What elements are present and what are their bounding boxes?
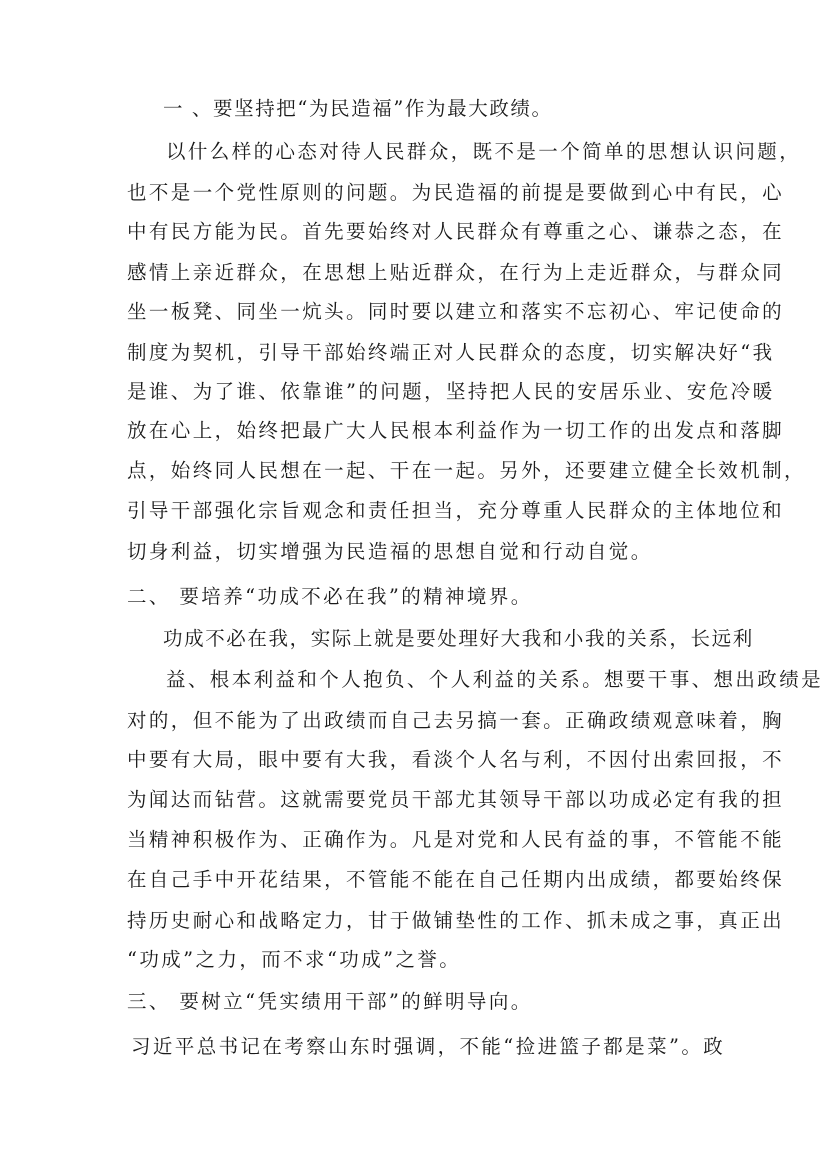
- paragraph-line: 对的，但不能为了出政绩而自己去另搞一套。正确政绩观意味着，胸: [127, 709, 785, 732]
- paragraph-line: 当精神积极作为、正确作为。凡是对党和人民有益的事，不管能不能: [127, 828, 785, 851]
- heading-1: 一 、要坚持把“为民造福”作为最大政绩。: [163, 97, 553, 120]
- paragraph-line: 持历史耐心和战略定力，甘于做铺垫性的工作、抓未成之事，真正出: [127, 909, 785, 932]
- paragraph-line: 中要有大局，眼中要有大我，看淡个人名与利，不因付出索回报，不: [127, 748, 785, 771]
- paragraph-line: 以什么样的心态对待人民群众，既不是一个简单的思想认识问题，: [166, 140, 802, 163]
- paragraph-line: 感情上亲近群众，在思想上贴近群众，在行为上走近群众，与群众同: [127, 261, 785, 284]
- paragraph-line: 坐一板凳、同坐一炕头。同时要以建立和落实不忘初心、牢记使命的: [127, 300, 785, 323]
- heading-2: 功成不必在我，实际上就是要处理好大我和小我的关系，长远利: [163, 627, 754, 650]
- paragraph-line: 制度为契机，引导干部始终端正对人民群众的态度，切实解决好“我: [127, 341, 775, 364]
- paragraph-line: 放在心上，始终把最广大人民根本利益作为一切工作的出发点和落脚: [127, 419, 785, 442]
- paragraph-line: 也不是一个党性原则的问题。为民造福的前提是要做到心中有民，心: [127, 181, 785, 204]
- paragraph-line: 二、 要培养“功成不必在我”的精神境界。: [127, 585, 533, 608]
- paragraph-line: 切身利益，切实增强为民造福的思想自觉和行动自觉。: [127, 540, 653, 563]
- paragraph-line: 习近平总书记在考察山东时强调，不能“捡进篮子都是菜”。政: [131, 1035, 726, 1058]
- paragraph-line: 益、根本利益和个人抱负、个人利益的关系。想要干事、想出政绩是: [166, 668, 824, 691]
- paragraph-line: 点，始终同人民想在一起、干在一起。另外，还要建立健全长效机制，: [127, 459, 806, 482]
- paragraph-line: 三、 要树立“凭实绩用干部”的鲜明导向。: [127, 990, 533, 1013]
- paragraph-line: 为闻达而钻营。这就需要党员干部尤其领导干部以功成必定有我的担: [127, 788, 785, 811]
- paragraph-line: 中有民方能为民。首先要始终对人民群众有尊重之心、谦恭之态，在: [127, 220, 785, 243]
- paragraph-line: 引导干部强化宗旨观念和责任担当，充分尊重人民群众的主体地位和: [127, 499, 785, 522]
- paragraph-line: 是谁、为了谁、依靠谁”的问题，坚持把人民的安居乐业、安危冷暖: [127, 380, 775, 403]
- paragraph-line: “功成”之力，而不求“功成”之誉。: [127, 948, 462, 971]
- paragraph-line: 在自己手中开花结果，不管能不能在自己任期内出成绩，都要始终保: [127, 868, 785, 891]
